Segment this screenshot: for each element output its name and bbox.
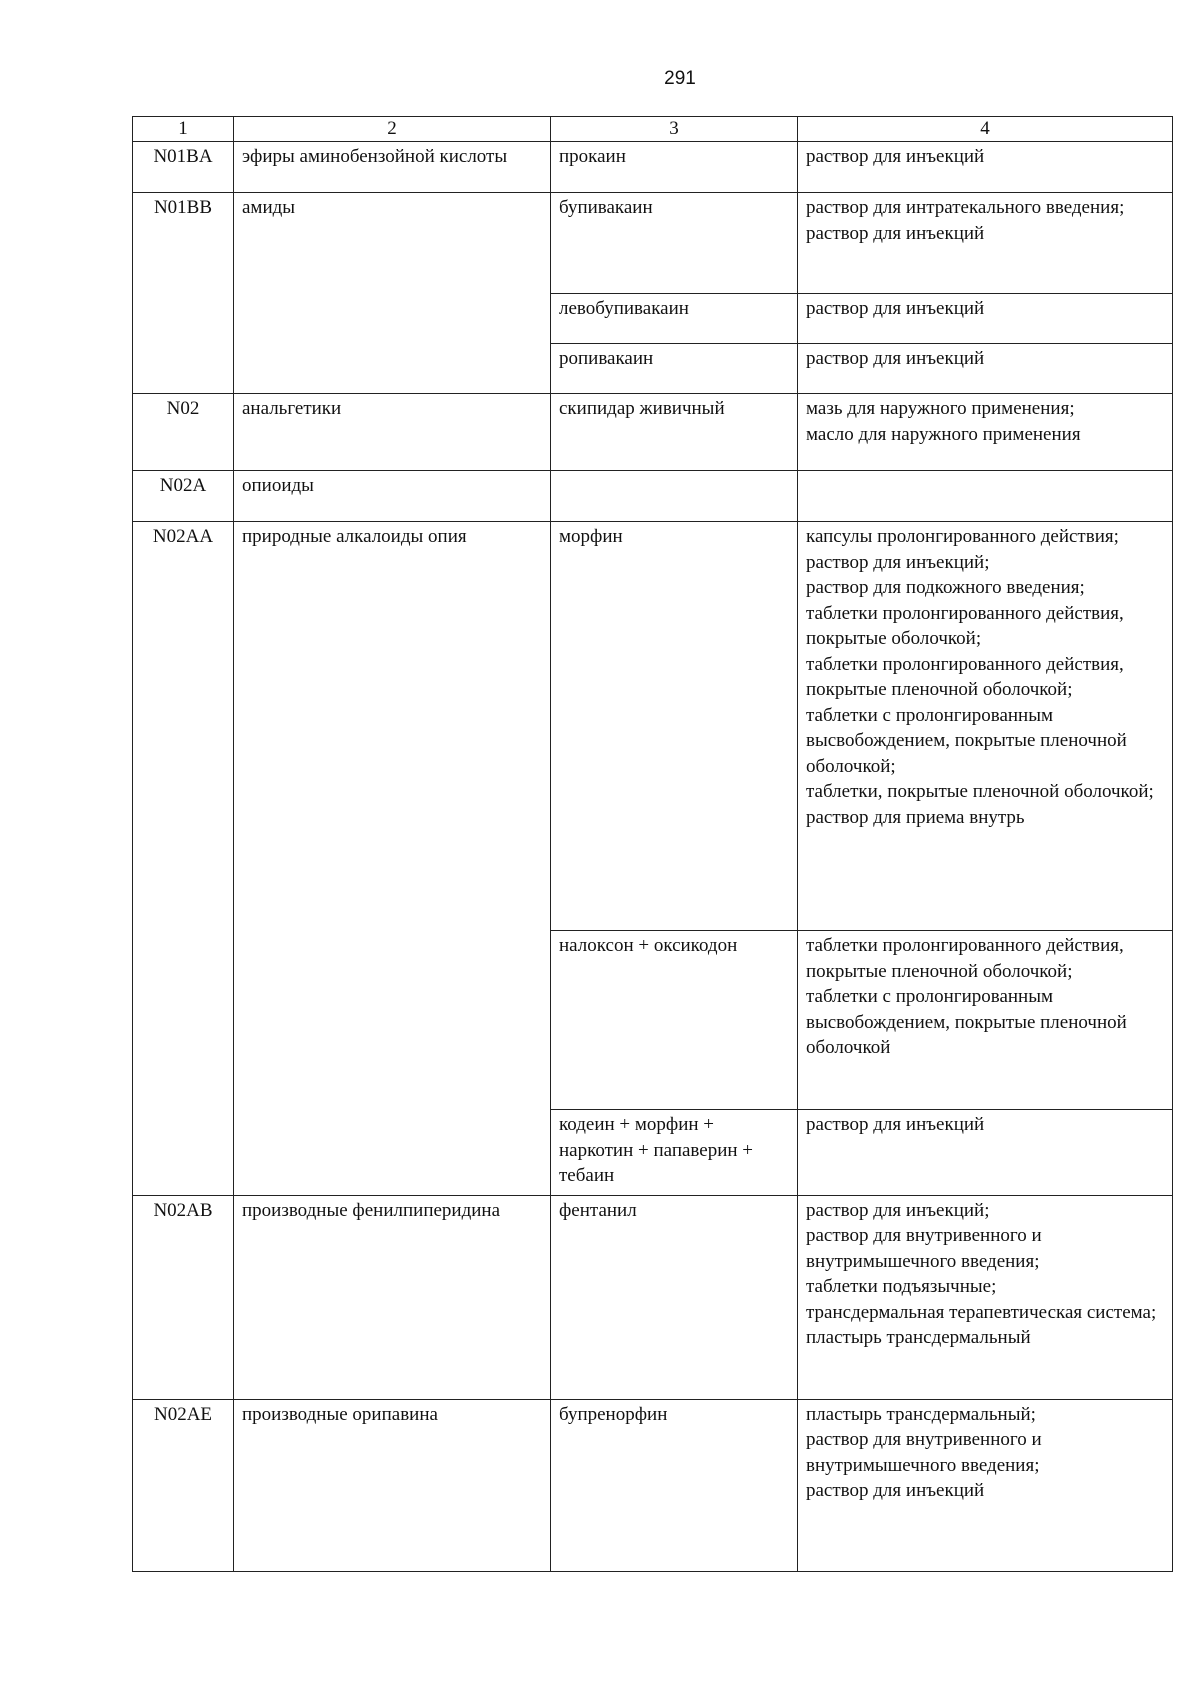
dosage-form: раствор для инъекций xyxy=(806,1480,985,1501)
drug-name: фентанил xyxy=(551,1195,798,1399)
dosage-form: таблетки пролонгированного действия, покрытые пленочной оболочкой; xyxy=(806,935,1124,982)
table-row xyxy=(133,471,1173,522)
dosage-form: таблетки подъязычные; xyxy=(806,1276,997,1297)
dosage-form: таблетки с пролонгированным высвобождением, покрытые пленочной оболочкой; xyxy=(806,704,1127,777)
dosage-forms xyxy=(798,344,1173,394)
dosage-form: раствор для инъекций; xyxy=(806,1199,990,1221)
group-name: производные фенилпиперидина xyxy=(234,1195,551,1399)
dosage-forms xyxy=(798,471,1173,522)
dosage-forms xyxy=(798,142,1173,193)
dosage-form: капсулы пролонгированного действия; xyxy=(806,526,1119,547)
dosage-form: раствор для приема внутрь xyxy=(806,806,1025,828)
dosage-forms xyxy=(798,1110,1173,1196)
dosage-form: раствор для инъекций xyxy=(806,298,985,319)
dosage-form: раствор для инъекций xyxy=(806,146,985,167)
drug-name: бупивакаин xyxy=(551,193,798,294)
dosage-forms xyxy=(798,193,1173,294)
group-name: амиды xyxy=(234,193,551,394)
group-name: производные орипавина xyxy=(234,1399,551,1571)
column-number-2: 2 xyxy=(234,117,551,142)
group-name: эфиры аминобензойной кислоты xyxy=(234,142,551,193)
dosage-form: раствор для инъекций; xyxy=(806,551,990,573)
table-row xyxy=(133,1195,1173,1399)
drug-name: морфин xyxy=(551,522,798,931)
table-row xyxy=(133,1399,1173,1571)
atc-code: N02AA xyxy=(133,522,234,1196)
dosage-form: таблетки с пролонгированным высвобождением, покрытые пленочной оболочкой xyxy=(806,986,1127,1058)
atc-code: N02 xyxy=(133,394,234,471)
atc-code: N02AB xyxy=(133,1195,234,1399)
atc-code: N02AE xyxy=(133,1399,234,1571)
atc-code: N01BB xyxy=(133,193,234,394)
column-number-1: 1 xyxy=(133,117,234,142)
dosage-form: пластырь трансдермальный xyxy=(806,1327,1031,1348)
drug-name: прокаин xyxy=(551,142,798,193)
group-name: опиоиды xyxy=(234,471,551,522)
dosage-form: раствор для инъекций xyxy=(806,222,985,244)
table-row xyxy=(133,142,1173,193)
medicines-table xyxy=(132,116,1173,1572)
dosage-form: мазь для наружного применения; xyxy=(806,398,1075,419)
dosage-form: таблетки, покрытые пленочной оболочкой; xyxy=(806,781,1154,802)
dosage-form: раствор для подкожного введения; xyxy=(806,577,1085,598)
drug-name: левобупивакаин xyxy=(551,294,798,344)
dosage-forms xyxy=(798,931,1173,1110)
dosage-forms xyxy=(798,1399,1173,1571)
dosage-form: пластырь трансдермальный; xyxy=(806,1403,1036,1425)
drug-name: налоксон + оксикодон xyxy=(551,931,798,1110)
column-number-4: 4 xyxy=(798,117,1173,142)
column-number-3: 3 xyxy=(551,117,798,142)
dosage-form: масло для наружного применения xyxy=(806,423,1081,445)
dosage-forms xyxy=(798,522,1173,931)
dosage-form: раствор для внутривенного и внутримышечного введения; xyxy=(806,1429,1042,1476)
table-row xyxy=(133,193,1173,294)
table-header-row xyxy=(133,117,1173,142)
table-row xyxy=(133,394,1173,471)
dosage-form: раствор для интратекального введения; xyxy=(806,197,1125,218)
drug-name: кодеин + морфин + наркотин + папаверин + тебаин xyxy=(551,1110,798,1196)
drug-name: скипидар живичный xyxy=(551,394,798,471)
dosage-forms xyxy=(798,394,1173,471)
atc-code: N01BA xyxy=(133,142,234,193)
dosage-form: трансдермальная терапевтическая система; xyxy=(806,1301,1157,1323)
dosage-form: раствор для инъекций xyxy=(806,1114,985,1135)
drug-name: бупренорфин xyxy=(551,1399,798,1571)
dosage-form: раствор для внутривенного и внутримышечного введения; xyxy=(806,1225,1042,1272)
drug-name xyxy=(551,471,798,522)
dosage-forms xyxy=(798,294,1173,344)
dosage-form: таблетки пролонгированного действия, покрытые пленочной оболочкой; xyxy=(806,653,1124,700)
drug-name: ропивакаин xyxy=(551,344,798,394)
table-row xyxy=(133,522,1173,931)
dosage-form: таблетки пролонгированного действия, покрытые оболочкой; xyxy=(806,602,1124,649)
dosage-form: раствор для инъекций xyxy=(806,348,985,369)
page-number: 291 xyxy=(664,68,696,89)
group-name: анальгетики xyxy=(234,394,551,471)
group-name: природные алкалоиды опия xyxy=(234,522,551,1196)
dosage-forms xyxy=(798,1195,1173,1399)
atc-code: N02A xyxy=(133,471,234,522)
